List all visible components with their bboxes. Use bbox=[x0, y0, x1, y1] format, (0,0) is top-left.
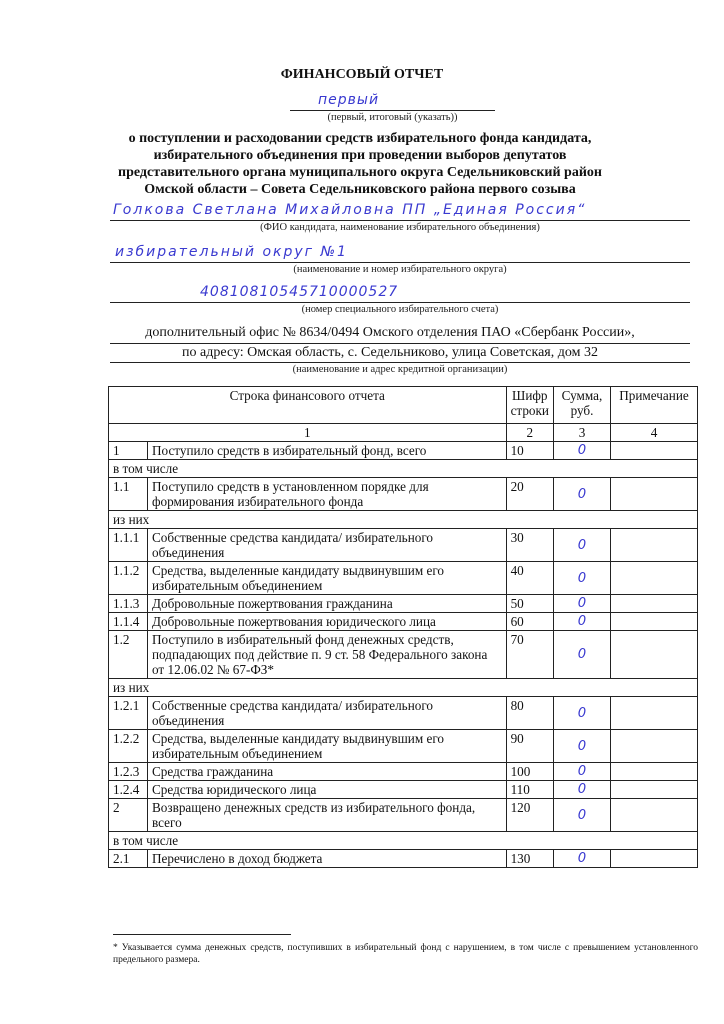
row-number: 1.1.3 bbox=[109, 595, 148, 613]
row-code: 100 bbox=[506, 763, 553, 781]
row-number: 1.2.4 bbox=[109, 781, 148, 799]
table-row bbox=[109, 730, 698, 763]
row-code: 50 bbox=[506, 595, 553, 613]
report-title: ФИНАНСОВЫЙ ОТЧЕТ bbox=[280, 67, 444, 82]
row-note bbox=[611, 850, 698, 868]
bank-underline-1 bbox=[110, 343, 690, 344]
table-section-row bbox=[109, 511, 698, 529]
section-label: из них bbox=[109, 511, 698, 529]
account-caption: (номер специального избирательного счета) bbox=[301, 304, 499, 315]
row-number: 1 bbox=[109, 442, 148, 460]
row-sum: 0 bbox=[554, 781, 611, 799]
table-section-row bbox=[109, 460, 698, 478]
table-section-row bbox=[109, 679, 698, 697]
table-row bbox=[109, 442, 698, 460]
report-kind-handwritten: первый bbox=[318, 92, 380, 108]
row-note bbox=[611, 529, 698, 562]
row-label: Средства, выделенные кандидату выдвинувшим его избирательным объединением bbox=[148, 730, 507, 763]
table-row bbox=[109, 697, 698, 730]
candidate-caption: (ФИО кандидата, наименование избирательного объединения) bbox=[260, 222, 540, 233]
header-code: Шифр строки bbox=[506, 387, 553, 424]
row-note bbox=[611, 763, 698, 781]
section-label: в том числе bbox=[109, 832, 698, 850]
row-label: Поступило в избирательный фонд денежных средств, подпадающих под действие п. 9 ст. 58 Федерального закона от 12.06.02 № 67-ФЗ* bbox=[148, 631, 507, 679]
row-note bbox=[611, 799, 698, 832]
row-code: 110 bbox=[506, 781, 553, 799]
col-number-1: 1 bbox=[109, 424, 507, 442]
row-label: Собственные средства кандидата/ избирательного объединения bbox=[148, 697, 507, 730]
row-sum: 0 bbox=[554, 697, 611, 730]
table-row bbox=[109, 631, 698, 679]
row-note bbox=[611, 613, 698, 631]
row-note bbox=[611, 631, 698, 679]
table-row bbox=[109, 562, 698, 595]
table-row bbox=[109, 799, 698, 832]
row-number: 1.1.2 bbox=[109, 562, 148, 595]
row-label: Добровольные пожертвования юридического лица bbox=[148, 613, 507, 631]
row-label: Перечислено в доход бюджета bbox=[148, 850, 507, 868]
row-note bbox=[611, 478, 698, 511]
bank-line-1: дополнительный офис № 8634/0494 Омского отделения ПАО «Сбербанк России», bbox=[145, 325, 635, 340]
header-line: Строка финансового отчета bbox=[109, 387, 507, 424]
footnote-separator bbox=[113, 934, 291, 935]
candidate-handwritten: Голкова Светлана Михайловна ПП „Единая Россия“ bbox=[113, 202, 587, 218]
row-number: 1.2 bbox=[109, 631, 148, 679]
row-number: 1.1.1 bbox=[109, 529, 148, 562]
row-code: 120 bbox=[506, 799, 553, 832]
row-number: 1.1 bbox=[109, 478, 148, 511]
row-label: Собственные средства кандидата/ избирательного объединения bbox=[148, 529, 507, 562]
bank-line-2: по адресу: Омская область, с. Седельниково, улица Советская, дом 32 bbox=[182, 345, 598, 360]
row-label: Поступило средств в избирательный фонд, всего bbox=[148, 442, 507, 460]
row-note bbox=[611, 781, 698, 799]
row-number: 1.2.3 bbox=[109, 763, 148, 781]
row-sum: 0 bbox=[554, 478, 611, 511]
row-label: Средства, выделенные кандидату выдвинувшим его избирательным объединением bbox=[148, 562, 507, 595]
row-sum: 0 bbox=[554, 799, 611, 832]
row-code: 20 bbox=[506, 478, 553, 511]
row-code: 60 bbox=[506, 613, 553, 631]
row-label: Поступило средств в установленном порядке для формирования избирательного фонда bbox=[148, 478, 507, 511]
row-sum: 0 bbox=[554, 730, 611, 763]
row-label: Добровольные пожертвования гражданина bbox=[148, 595, 507, 613]
bank-underline-2 bbox=[110, 362, 690, 363]
row-note bbox=[611, 697, 698, 730]
account-handwritten: 40810810545710000527 bbox=[200, 284, 399, 300]
row-code: 80 bbox=[506, 697, 553, 730]
row-code: 90 bbox=[506, 730, 553, 763]
row-number: 1.2.2 bbox=[109, 730, 148, 763]
section-label: в том числе bbox=[109, 460, 698, 478]
row-sum: 0 bbox=[554, 631, 611, 679]
candidate-line bbox=[110, 220, 690, 221]
row-note bbox=[611, 562, 698, 595]
row-number: 2 bbox=[109, 799, 148, 832]
row-code: 40 bbox=[506, 562, 553, 595]
header-sum: Сумма, руб. bbox=[554, 387, 611, 424]
report-subtitle: о поступлении и расходовании средств избирательного фонда кандидата, избирательного объединения при проведении выборов депутатов представительного органа муниципального округа Седельниковский район Омской области – Совета Седельниковского района первого созыва bbox=[118, 131, 602, 197]
row-note bbox=[611, 595, 698, 613]
account-line bbox=[110, 302, 690, 303]
row-label: Возвращено денежных средств из избирательного фонда, всего bbox=[148, 799, 507, 832]
row-label: Средства юридического лица bbox=[148, 781, 507, 799]
column-numbers-row bbox=[109, 424, 698, 442]
report-kind-caption: (первый, итоговый (указать)) bbox=[327, 112, 458, 123]
row-sum: 0 bbox=[554, 763, 611, 781]
col-number-4: 4 bbox=[611, 424, 698, 442]
row-code: 70 bbox=[506, 631, 553, 679]
table-row bbox=[109, 850, 698, 868]
row-sum: 0 bbox=[554, 613, 611, 631]
row-sum: 0 bbox=[554, 562, 611, 595]
table-row bbox=[109, 595, 698, 613]
row-code: 10 bbox=[506, 442, 553, 460]
table-row bbox=[109, 781, 698, 799]
row-code: 130 bbox=[506, 850, 553, 868]
row-note bbox=[611, 730, 698, 763]
bank-caption: (наименование и адрес кредитной организации) bbox=[292, 364, 508, 375]
table-row bbox=[109, 529, 698, 562]
row-number: 1.2.1 bbox=[109, 697, 148, 730]
row-sum: 0 bbox=[554, 529, 611, 562]
row-number: 1.1.4 bbox=[109, 613, 148, 631]
row-note bbox=[611, 442, 698, 460]
row-code: 30 bbox=[506, 529, 553, 562]
footnote: * Указывается сумма денежных средств, поступивших в избирательный фонд с нарушением, в том числе с превышением установленного предельного размера. bbox=[113, 943, 698, 965]
table-row bbox=[109, 613, 698, 631]
report-kind-line bbox=[290, 110, 495, 111]
row-label: Средства гражданина bbox=[148, 763, 507, 781]
district-line bbox=[110, 262, 690, 263]
district-handwritten: избирательный округ №1 bbox=[115, 244, 348, 260]
table-section-row bbox=[109, 832, 698, 850]
financial-report-table bbox=[108, 386, 698, 868]
col-number-2: 2 bbox=[506, 424, 553, 442]
header-note: Примечание bbox=[611, 387, 698, 424]
col-number-3: 3 bbox=[554, 424, 611, 442]
district-caption: (наименование и номер избирательного округа) bbox=[293, 264, 507, 275]
table-row bbox=[109, 478, 698, 511]
table-row bbox=[109, 763, 698, 781]
row-number: 2.1 bbox=[109, 850, 148, 868]
section-label: из них bbox=[109, 679, 698, 697]
row-sum: 0 bbox=[554, 850, 611, 868]
row-sum: 0 bbox=[554, 595, 611, 613]
row-sum: 0 bbox=[554, 442, 611, 460]
table-header-row bbox=[109, 387, 698, 424]
